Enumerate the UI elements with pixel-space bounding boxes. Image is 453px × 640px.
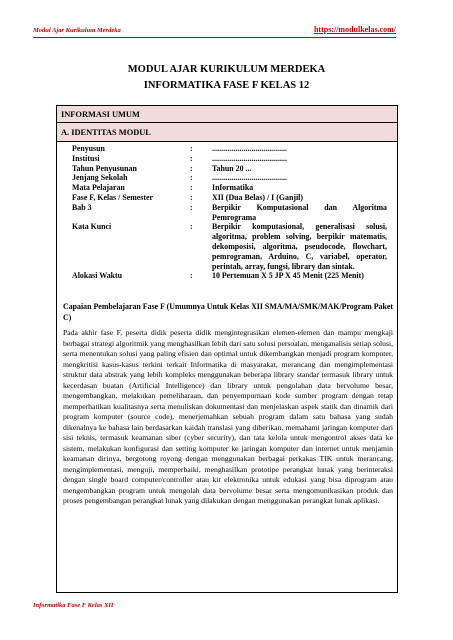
identity-value: Berpikir komputasional, generalisasi solusi, algoritma, problem solving, berpikir matematis, dekomposisi, algoritma, pseudocode, flowchart, pemrograman, Arduino, C, variabel, operator, perintah, array, fungsi, library dan sintak. — [212, 222, 387, 271]
identity-colon: : — [190, 144, 193, 153]
capaian-paragraph: Pada akhir fase F, peserta didik peserta didik mengintegrasikan elemen-elemen dan mampu mengkaji berbagai strategi algoritmik yang menghasilkan lebih dari satu solusi persoalan, menganalisis setiap solusi, serta menentukan solusi yang paling efisien dan optimal untuk dikembangkan menjadi program komputer, mengkritisi kasus-kasus terkini terkait Informatika di masyarakat, merancang dan mengimplementasi struktur data abstrak yang lebih kompleks menggunakan beberapa library standar termasuk library untuk kecerdasan buatan (Artificial Intelligence) dan library untuk pengolahan data bervolume besar, mengembangkan, melakukan pemeliharaan, dan penyempurnaan kode sumber program dengan tetap memperhatikan kualitasnya serta menuliskan dokumentasi dan menjelaskan aspek statik dan dinamik dari program komputer (source code), menerjemahkan sebuah program dalam satu bahasa yang sudah dikenalnya ke bahasa lain berdasarkan kaidah translasi yang diberikan, memahami jaringan komputer dari sisi teknis, termasuk keamanan siber (cyber security), dan tata kelola untuk mengontrol akses data ke sistem, melakukan konfigurasi dan setting komputer ke jaringan komputer dan internet untuk menjamin keamanan dirinya, bergotong royong dengan menggunakan berbagai perkakas TIK untuk merancang, mengimplementasi, menguji, memperbaiki, menghasilkan prototipe perangkat lunak yang berinteraksi dengan single board computer/controller atau kit elektronika untuk edukasi yang bisa diprogram atau mengembangkan program untuk mengolah data bervolume besar serta mengomunikasikan produk dan proses pengembangan perangkat lunak yang dilakukan dengan menggunakan perangkat lunak aplikasi. — [63, 328, 393, 505]
identity-row — [72, 193, 387, 203]
identity-table — [72, 144, 387, 281]
section-general-heading: INFORMASI UMUM — [56, 105, 398, 123]
identity-colon: : — [190, 163, 193, 173]
identity-row — [72, 173, 387, 183]
identity-value: Berpikir Komputasional dan Algoritma Pemrograma — [212, 202, 387, 222]
capaian-heading: Capaian Pembelajaran Fase F (Umumnya Untuk Kelas XII SMA/MA/SMK/MAK/Program Paket C) — [63, 302, 393, 322]
identity-row — [72, 183, 387, 193]
identity-value: XII (Dua Belas) / I (Ganjil) — [212, 192, 303, 202]
identity-key: Fase F, Kelas / Semester — [72, 192, 154, 202]
identity-colon: : — [190, 153, 193, 163]
identity-colon: : — [190, 192, 193, 202]
identity-key: Tahun Penyusunan — [72, 163, 137, 173]
identity-colon: : — [190, 202, 193, 212]
header-left-text: Modul Ajar Kurikulum Merdeka — [33, 27, 121, 34]
document-title: MODUL AJAR KURIKULUM MERDEKA — [127, 64, 326, 75]
identity-row — [72, 164, 387, 174]
identity-value: ...................................... — [212, 173, 287, 183]
identity-colon: : — [190, 173, 193, 183]
header-url-link[interactable]: https://modulkelas.com/ — [313, 25, 396, 34]
identity-key: Mata Pelajaran — [72, 183, 125, 193]
identity-colon: : — [190, 222, 193, 232]
section-identity-heading: A. IDENTITAS MODUL — [56, 123, 398, 142]
header-divider — [33, 37, 396, 38]
identity-value: ...................................... — [212, 153, 287, 163]
document-subtitle: INFORMATIKA FASE F KELAS 12 — [143, 80, 310, 91]
identity-colon: : — [190, 271, 193, 281]
identity-key: Jenjang Sekolah — [72, 173, 128, 183]
identity-colon: : — [190, 183, 193, 193]
identity-key: Alokasi Waktu — [72, 271, 123, 281]
identity-content — [56, 142, 398, 593]
identity-key: Kata Kunci — [72, 222, 112, 232]
identity-value: Tahun 20 ... — [212, 163, 252, 173]
footer-text: Informatika Fase F Kelas XII — [33, 602, 114, 609]
identity-row — [72, 222, 387, 271]
identity-row — [72, 144, 387, 154]
identity-key: Institusi — [72, 153, 100, 163]
identity-row — [72, 154, 387, 164]
identity-value: Informatika — [212, 183, 254, 193]
identity-row — [72, 271, 387, 281]
identity-key: Bab 3 — [72, 202, 92, 212]
identity-value: ...................................... — [212, 144, 287, 153]
identity-key: Penyusun — [72, 144, 105, 153]
identity-value: 10 Pertemuan X 5 JP X 45 Menit (225 Menit) — [212, 271, 364, 281]
identity-row — [72, 203, 387, 223]
